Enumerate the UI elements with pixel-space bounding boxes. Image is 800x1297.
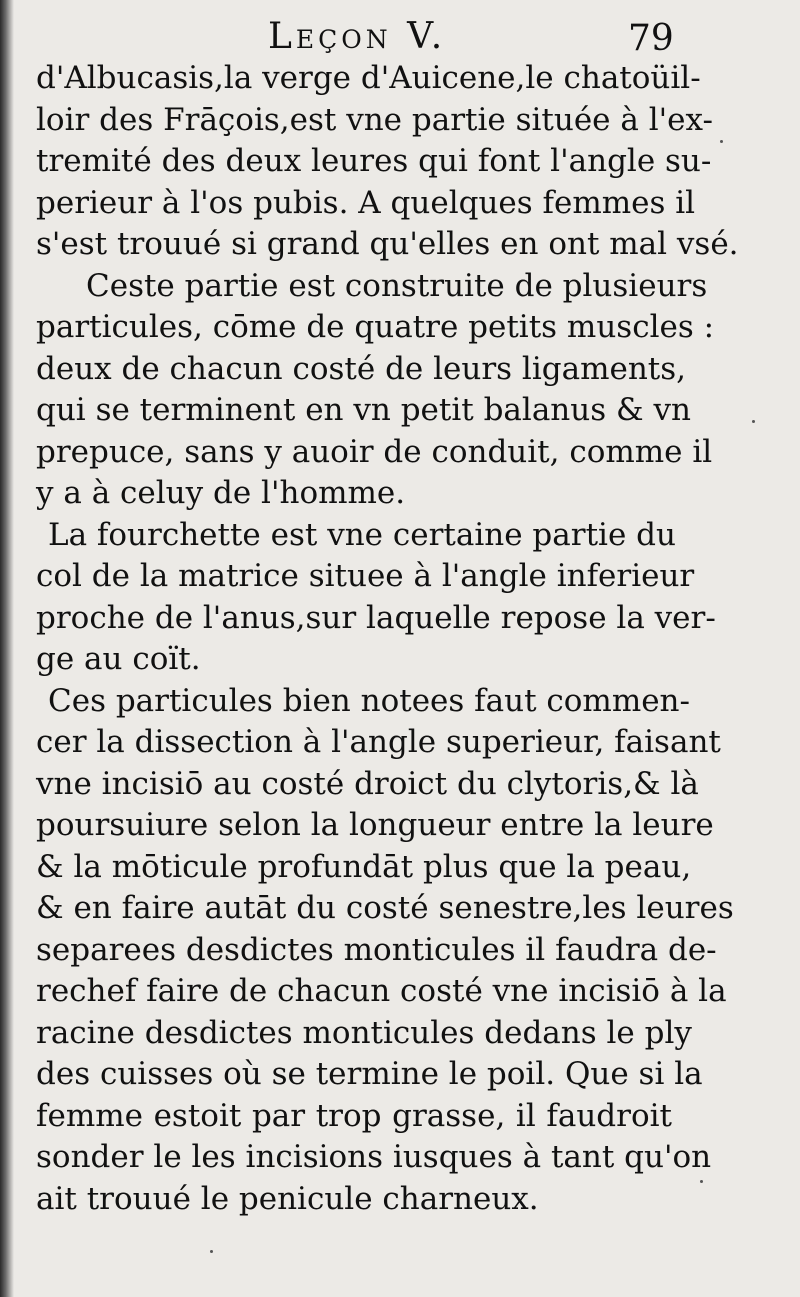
- text-line: vne incisiō au costé droict du clytoris,& là: [36, 765, 699, 802]
- text-line: poursuiure selon la longueur entre la leure: [36, 807, 714, 843]
- text-line: rechef faire de chacun costé vne incisiō à la: [36, 973, 727, 1009]
- text-line: & en faire autāt du costé senestre,les leures: [36, 890, 734, 926]
- paper-fleck: [752, 420, 755, 423]
- text-line: des cuisses où se termine le poil. Que si la: [36, 1056, 703, 1092]
- text-line: qui se terminent en vn petit balanus & vn: [36, 392, 691, 428]
- text-line: Ces particules bien notees faut commen-: [48, 682, 690, 719]
- text-line: deux de chacun costé de leurs ligaments,: [36, 350, 687, 387]
- body-text: [36, 58, 739, 1220]
- text-line: femme estoit par trop grasse, il faudroit: [36, 1097, 672, 1134]
- text-line: ge au coït.: [36, 641, 201, 677]
- text-line: y a à celuy de l'homme.: [36, 475, 406, 511]
- text-line: s'est trouué si grand qu'elles en ont mal vsé.: [36, 226, 739, 262]
- text-line: sonder le les incisions iusques à tant qu'on: [36, 1139, 712, 1175]
- text-line: La fourchette est vne certaine partie du: [48, 516, 676, 553]
- text-line: ait trouué le penicule charneux.: [36, 1180, 539, 1217]
- running-title: Leçon V.: [268, 16, 447, 57]
- paper-fleck: [720, 140, 723, 143]
- text-line: racine desdictes monticules dedans le ply: [36, 1014, 692, 1051]
- text-line: prepuce, sans y auoir de conduit, comme il: [36, 433, 713, 470]
- paper-fleck: [210, 1250, 213, 1253]
- text-line: particules, cōme de quatre petits muscles :: [36, 309, 715, 345]
- text-line: perieur à l'os pubis. A quelques femmes il: [36, 184, 696, 221]
- text-line: & la mōticule profundāt plus que la peau,: [36, 848, 692, 885]
- text-line: tremité des deux leures qui font l'angle su-: [36, 143, 712, 179]
- page-number: 79: [628, 18, 674, 59]
- paper-fleck: [700, 1180, 703, 1183]
- text-line: col de la matrice situee à l'angle inferieur: [36, 558, 695, 594]
- text-line: loir des Frāçois,est vne partie située à l'ex-: [36, 101, 713, 138]
- text-line: proche de l'anus,sur laquelle repose la ver-: [36, 599, 716, 636]
- text-line: Ceste partie est construite de plusieurs: [86, 267, 708, 304]
- text-line: separees desdictes monticules il faudra de-: [36, 931, 717, 968]
- binding-shadow: [0, 0, 14, 1297]
- running-head: [0, 14, 800, 64]
- text-line: d'Albucasis,la verge d'Auicene,le chatoüil-: [36, 60, 701, 96]
- text-line: cer la dissection à l'angle superieur, faisant: [36, 724, 721, 760]
